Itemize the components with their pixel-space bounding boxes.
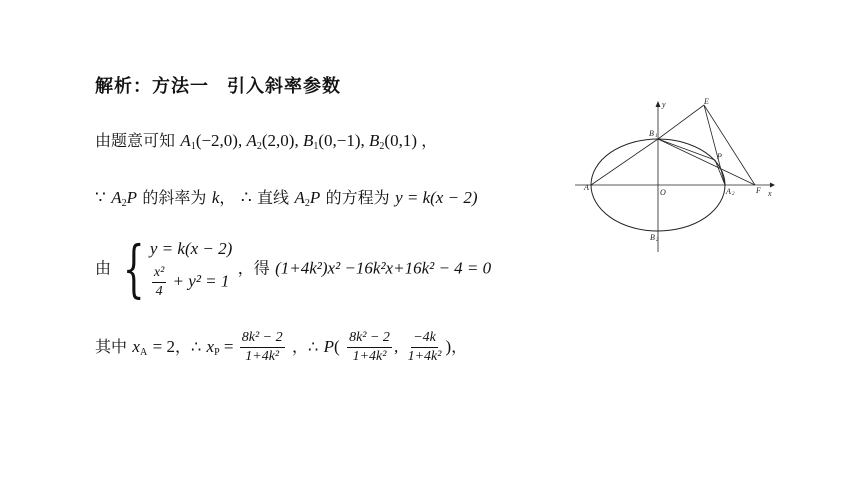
px-fraction xyxy=(347,330,392,365)
line-equation: y = k(x − 2) xyxy=(395,188,478,207)
slope-line: ∵ $A_2P$ 的斜率为 k， ∴ 直线 $A_2P$ 的方程为 y = k(x − 2) xyxy=(95,188,478,209)
label-origin: O xyxy=(660,188,666,197)
label-b1-sub: 1 xyxy=(655,134,658,139)
coords-sep1: ，∴ xyxy=(174,337,202,356)
quadratic-result: (1+4k²)x² −16k²x+16k² − 4 = 0 xyxy=(275,258,492,278)
ellipse-frac-num: x² xyxy=(152,265,166,283)
label-b1: B xyxy=(649,129,654,138)
segment-b1-p xyxy=(658,139,715,160)
label-a2: A xyxy=(726,187,731,196)
label-b2: B xyxy=(650,233,655,242)
label-a: A xyxy=(584,183,589,192)
heading-topic: 引入斜率参数 xyxy=(227,76,341,97)
heading-method: 解析：方法一 xyxy=(95,76,209,97)
because-symbol: ∵ xyxy=(95,188,106,207)
system-get: ，得 xyxy=(237,258,270,278)
xa-value: = 2 xyxy=(152,337,175,356)
label-y: y xyxy=(662,100,666,109)
xp-fraction xyxy=(240,330,285,365)
py-num: −4k xyxy=(411,330,438,348)
system-eq2 xyxy=(150,265,232,300)
label-e: E xyxy=(704,97,709,106)
py-fraction xyxy=(406,330,444,365)
points-math: $A_1(-2,0)$, $A_2(2,0)$, $B_1(0,-1)$, $B_2(0,1)$ xyxy=(180,131,417,152)
x-axis-arrow xyxy=(770,183,775,188)
therefore-symbol: ∴ xyxy=(240,188,252,207)
point-a1: (−2,0), xyxy=(195,131,243,150)
label-x: x xyxy=(768,189,772,198)
label-b2-sub: 2 xyxy=(656,238,659,243)
ellipse-figure xyxy=(570,97,780,257)
points-line xyxy=(95,128,437,152)
py-den: 1+4k² xyxy=(407,349,442,364)
system-line xyxy=(95,232,492,305)
slope-text: 的斜率为 xyxy=(142,188,207,207)
system-intro: 由 xyxy=(95,258,112,278)
xp-num: 8k² − 2 xyxy=(240,330,285,348)
y-axis-arrow xyxy=(656,101,661,107)
segment-b1-e xyxy=(658,105,704,139)
label-p: P xyxy=(717,152,722,161)
point-b1: (0,−1), xyxy=(318,131,365,150)
system-eq1: y = k(x − 2) xyxy=(149,238,233,258)
point-b2: (0,1) xyxy=(384,131,417,150)
equation-text: 的方程为 xyxy=(325,188,390,207)
left-brace: { xyxy=(123,232,145,305)
coords-end: ， xyxy=(451,337,468,356)
coords-sep2: ，∴ xyxy=(292,337,319,356)
point-a2: (2,0), xyxy=(261,131,299,150)
label-a2-sub: 2 xyxy=(732,192,735,197)
px-den: 1+4k² xyxy=(352,349,387,364)
points-end: ， xyxy=(421,131,438,150)
points-intro: 由题意可知 xyxy=(95,131,176,150)
px-num: 8k² − 2 xyxy=(347,330,392,348)
solution-heading xyxy=(95,72,341,98)
ellipse-frac-den: 4 xyxy=(155,283,163,299)
coords-intro: 其中 xyxy=(95,337,128,356)
equation-system xyxy=(116,232,233,305)
segment-e-a2 xyxy=(704,105,725,185)
coordinates-line: 其中 $x_A = 2$，∴ $x_P$ = $\frac{\text{8k² − 2}}{\text{1+4k²}}$ ，∴ P( $\frac{\text{8k² − 2}}{\text{1+4k²}}$ , $\frac{-4k}{\text{1+4k²}}$ )， xyxy=(95,330,468,364)
segment-p-a2 xyxy=(715,160,725,185)
segment-a-b1 xyxy=(591,139,658,185)
ellipse-rest: + y² = 1 xyxy=(172,270,230,290)
ellipse-diagram xyxy=(570,97,780,257)
slope-comma: ， xyxy=(219,188,236,207)
line-text: 直线 xyxy=(257,188,290,207)
xp-den: 1+4k² xyxy=(245,349,280,364)
label-f: F xyxy=(756,186,761,195)
